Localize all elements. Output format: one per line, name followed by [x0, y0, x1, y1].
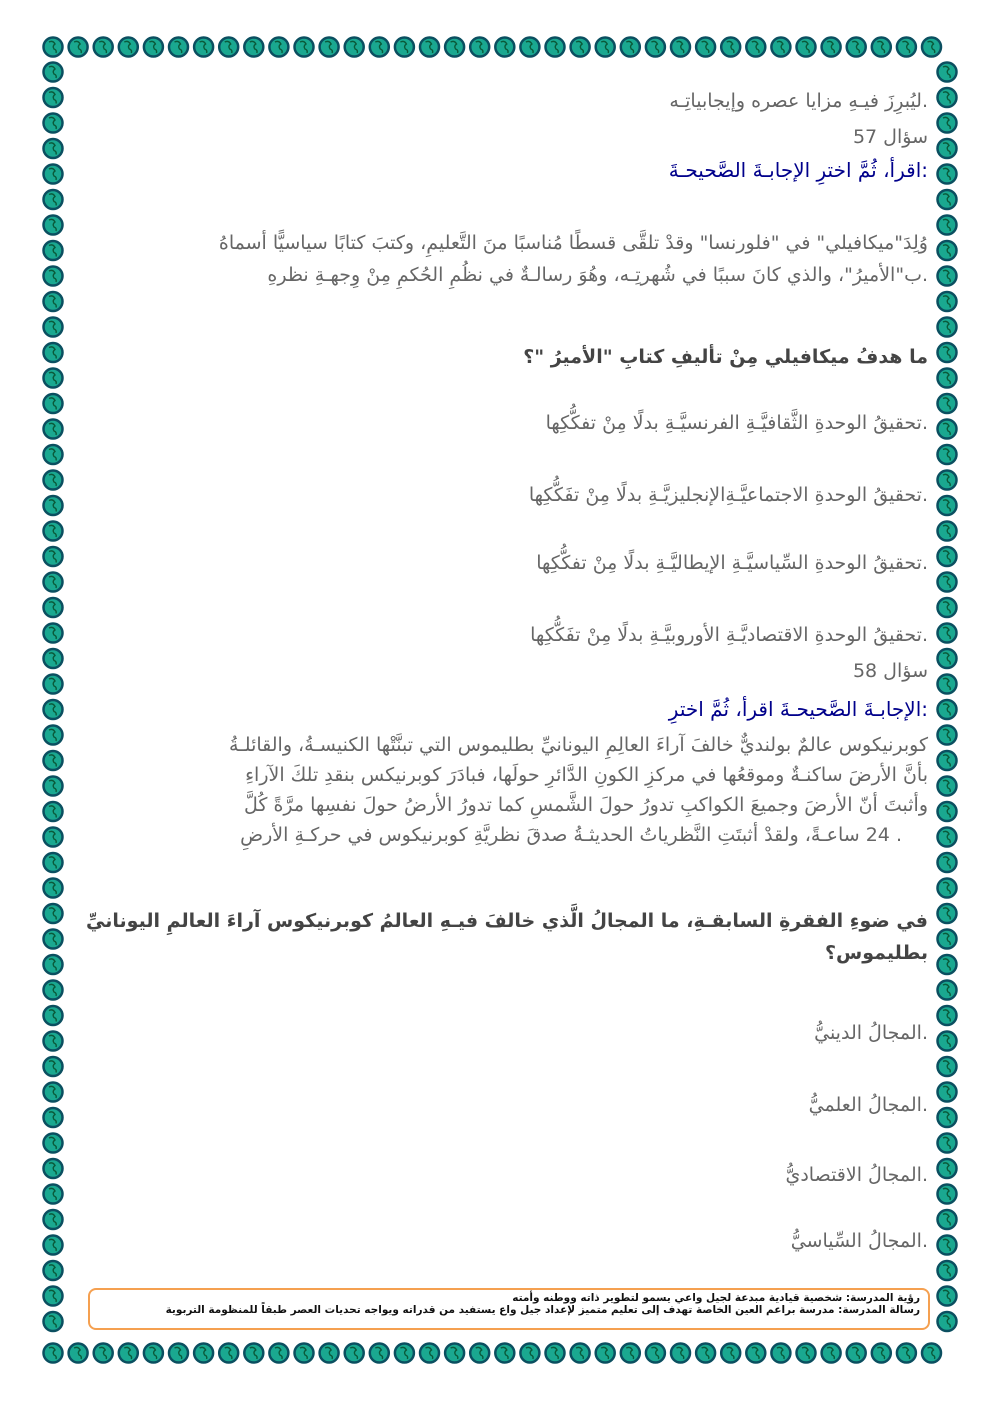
globe-icon — [771, 38, 790, 57]
globe-icon — [44, 1134, 63, 1153]
globe-border-bottom — [0, 1338, 992, 1368]
globe-icon — [370, 38, 389, 57]
globe-icon — [571, 1344, 590, 1363]
globe-icon — [938, 165, 957, 184]
globe-icon — [938, 802, 957, 821]
globe-icon — [938, 318, 957, 337]
globe-icon — [219, 1344, 238, 1363]
q58-passage-line-4: . 24 ساعـةً، ولقدْ أثبتَتِ النَّظرياتُ الحديثـةُ صدقَ نظريَّةِ كوبرنيكوس في حركـةِ الأرضِ — [240, 824, 902, 846]
globe-icon — [938, 955, 957, 974]
globe-icon — [938, 1287, 957, 1306]
globe-icon — [938, 649, 957, 668]
globe-icon — [295, 1344, 314, 1363]
globe-icon — [495, 38, 514, 57]
globe-icon — [320, 38, 339, 57]
globe-icon — [938, 522, 957, 541]
globe-icon — [345, 1344, 364, 1363]
globe-border-top — [0, 32, 992, 62]
q58-option-c[interactable]: .المجالُ الاقتصاديُّ — [785, 1164, 928, 1186]
globe-icon — [269, 1344, 288, 1363]
globe-icon — [44, 649, 63, 668]
globe-icon — [571, 38, 590, 57]
globe-icon — [119, 1344, 138, 1363]
globe-icon — [938, 343, 957, 362]
q58-option-b[interactable]: .المجالُ العلميُّ — [808, 1094, 928, 1116]
globe-icon — [938, 700, 957, 719]
globe-icon — [671, 38, 690, 57]
globe-icon — [938, 445, 957, 464]
globe-icon — [938, 1159, 957, 1178]
globe-icon — [771, 1344, 790, 1363]
globe-icon — [44, 369, 63, 388]
globe-icon — [938, 369, 957, 388]
globe-icon — [169, 38, 188, 57]
q58-passage-line-1: كوبرنيكوس عالمٌ بولنديٌّ خالفَ آراءَ العالِمِ اليونانيِّ بطليموس التي تبنَّتْها الكنيسـةُ، والقائلـةُ — [229, 734, 928, 756]
q57-number: سؤال 57 — [852, 126, 928, 148]
globe-icon — [938, 1057, 957, 1076]
globe-icon — [797, 38, 816, 57]
globe-icon — [671, 1344, 690, 1363]
q58-question-line-1: في ضوءِ الفقرةِ السابقـةِ، ما المجالُ الَّذي خالفَ فيـهِ العالمُ كوبرنيكوس آراءَ العالمِ اليونانيِّ — [86, 910, 928, 932]
globe-icon — [244, 38, 263, 57]
globe-icon — [44, 1287, 63, 1306]
globe-icon — [721, 38, 740, 57]
globe-icon — [94, 1344, 113, 1363]
globe-icon — [938, 420, 957, 439]
globe-icon — [44, 802, 63, 821]
globe-icon — [44, 88, 63, 107]
globe-icon — [495, 1344, 514, 1363]
globe-icon — [44, 241, 63, 260]
globe-icon — [44, 624, 63, 643]
globe-icon — [44, 573, 63, 592]
globe-icon — [44, 853, 63, 872]
school-footer-box — [88, 1288, 930, 1330]
globe-icon — [144, 38, 163, 57]
globe-icon — [44, 139, 63, 158]
q57-instruction: :اقرأ، ثُمَّ اخترِ الإجابـةَ الصَّحيحـةَ — [668, 158, 928, 182]
globe-icon — [646, 38, 665, 57]
globe-icon — [938, 496, 957, 515]
globe-icon — [938, 573, 957, 592]
globe-icon — [420, 1344, 439, 1363]
globe-icon — [847, 38, 866, 57]
globe-icon — [938, 1083, 957, 1102]
q58-number: سؤال 58 — [852, 660, 928, 682]
globe-icon — [44, 1108, 63, 1127]
globe-icon — [44, 1261, 63, 1280]
globe-icon — [320, 1344, 339, 1363]
globe-icon — [269, 38, 288, 57]
globe-icon — [44, 114, 63, 133]
globe-icon — [938, 853, 957, 872]
q57-question: ما هدفُ ميكافيلي مِنْ تأليفِ كتابِ "الأميرُ "؟ — [523, 346, 928, 368]
globe-icon — [938, 88, 957, 107]
globe-icon — [44, 777, 63, 796]
globe-icon — [194, 38, 213, 57]
globe-icon — [938, 828, 957, 847]
globe-icon — [822, 1344, 841, 1363]
globe-border-left — [38, 0, 68, 1403]
globe-icon — [938, 1108, 957, 1127]
globe-icon — [872, 38, 891, 57]
globe-icon — [44, 292, 63, 311]
globe-icon — [938, 292, 957, 311]
globe-icon — [69, 1344, 88, 1363]
globe-icon — [938, 675, 957, 694]
globe-icon — [345, 38, 364, 57]
q57-option-d[interactable]: .تحقيقُ الوحدةِ الاقتصاديَّـةِ الأوروبيَّـةِ بدلًا مِنْ تفَكُّكِها — [530, 624, 928, 646]
globe-icon — [822, 38, 841, 57]
q57-passage-line-1: وُلِدَ"ميكافيلي" في "فلورنسا" وقدْ تلقَّى قسطًا مُناسبًا منَ التَّعليمِ، وكتبَ كتابًا سياسيًّا أسماهُ — [218, 232, 928, 254]
q58-option-a[interactable]: .المجالُ الدينيُّ — [814, 1022, 928, 1044]
globe-icon — [938, 1185, 957, 1204]
globe-icon — [370, 1344, 389, 1363]
globe-icon — [119, 38, 138, 57]
globe-icon — [938, 216, 957, 235]
globe-icon — [938, 726, 957, 745]
globe-icon — [44, 1032, 63, 1051]
globe-icon — [721, 1344, 740, 1363]
globe-icon — [44, 751, 63, 770]
globe-icon — [938, 190, 957, 209]
globe-icon — [696, 1344, 715, 1363]
globe-icon — [872, 1344, 891, 1363]
q57-previous-tail: .ليُبرِزَ فيـهِ مزايا عصره وإيجابياتِـه — [669, 90, 928, 112]
globe-border-right — [932, 0, 962, 1403]
school-vision: رؤية المدرسة: شخصية قيادية مبدعة لجيل واعي يسمو لتطوير ذاته ووطنه وأمته — [512, 1292, 920, 1304]
globe-icon — [746, 1344, 765, 1363]
globe-icon — [746, 38, 765, 57]
globe-icon — [420, 38, 439, 57]
globe-icon — [938, 1312, 957, 1331]
globe-icon — [938, 981, 957, 1000]
q58-instruction: :الإجابـةَ الصَّحيحـةَ اقرأ، ثُمَّ اخترِ — [668, 697, 928, 721]
globe-icon — [938, 624, 957, 643]
globe-icon — [44, 547, 63, 566]
globe-icon — [445, 38, 464, 57]
globe-icon — [938, 547, 957, 566]
globe-icon — [938, 1134, 957, 1153]
globe-icon — [44, 598, 63, 617]
globe-icon — [897, 38, 916, 57]
globe-icon — [44, 1185, 63, 1204]
globe-icon — [470, 1344, 489, 1363]
globe-icon — [194, 1344, 213, 1363]
school-mission: رسالة المدرسة: مدرسة براعم العين الخاصة تهدف إلى تعليم متميز لإعداد جيل واع يستفيد من قدراته ويواجه تحديات العصر طبقاً للمنظومة التربوية — [165, 1304, 920, 1316]
globe-icon — [44, 879, 63, 898]
globe-icon — [44, 216, 63, 235]
globe-icon — [44, 726, 63, 745]
globe-icon — [546, 38, 565, 57]
q58-passage-line-3: وأثبتَ أنّ الأرضَ وجميعَ الكواكبِ تدورُ حولَ الشَّمسِ كما تدورُ الأرضُ حولَ نفسِها مرَّةً كُلَّ — [244, 794, 928, 816]
globe-icon — [938, 1236, 957, 1255]
globe-icon — [44, 1006, 63, 1025]
globe-icon — [938, 1032, 957, 1051]
globe-icon — [44, 1159, 63, 1178]
globe-icon — [646, 1344, 665, 1363]
globe-icon — [44, 675, 63, 694]
globe-icon — [938, 63, 957, 82]
globe-icon — [44, 165, 63, 184]
q58-option-d[interactable]: .المجالُ السِّياسيُّ — [790, 1230, 928, 1252]
q58-passage-line-2: بأنَّ الأرضَ ساكنـةٌ وموقعُها في مركزِ الكونِ الدَّائرِ حولَها، فبادَرَ كوبرنيكس بنقدِ تلكَ الآراءِ — [245, 764, 928, 786]
globe-icon — [596, 1344, 615, 1363]
globe-icon — [520, 38, 539, 57]
globe-icon — [44, 1236, 63, 1255]
globe-icon — [938, 879, 957, 898]
globe-icon — [938, 598, 957, 617]
globe-icon — [797, 1344, 816, 1363]
globe-icon — [44, 981, 63, 1000]
globe-icon — [897, 1344, 916, 1363]
q58-question-line-2: بطليموس؟ — [824, 942, 928, 964]
q57-option-b[interactable]: .تحقيقُ الوحدةِ الاجتماعيَّـةِالإنجليزيَّـةِ بدلًا مِنْ تفَكُّكِها — [528, 484, 928, 506]
globe-icon — [938, 114, 957, 133]
q57-passage-line-2: .ب"الأميرُ"، والذي كانَ سببًا في شُهرتِـه، وهُوَ رسالـةٌ في نظُمِ الحُكمِ مِنْ وِجهـةِ نظرهِ — [267, 264, 928, 286]
globe-icon — [144, 1344, 163, 1363]
globe-icon — [847, 1344, 866, 1363]
globe-icon — [938, 1261, 957, 1280]
globe-icon — [938, 904, 957, 923]
globe-icon — [938, 777, 957, 796]
globe-icon — [44, 1083, 63, 1102]
q57-option-c[interactable]: .تحقيقُ الوحدةِ السِّياسيَّـةِ الإيطاليَّـةِ بدلًا مِنْ تفكُّكِها — [536, 552, 928, 574]
globe-icon — [938, 267, 957, 286]
globe-icon — [938, 471, 957, 490]
globe-icon — [44, 828, 63, 847]
globe-icon — [44, 522, 63, 541]
globe-icon — [44, 496, 63, 515]
globe-icon — [44, 955, 63, 974]
globe-icon — [44, 190, 63, 209]
globe-icon — [696, 38, 715, 57]
globe-icon — [219, 38, 238, 57]
globe-icon — [44, 1057, 63, 1076]
globe-icon — [445, 1344, 464, 1363]
globe-icon — [44, 445, 63, 464]
globe-icon — [295, 38, 314, 57]
globe-icon — [44, 471, 63, 490]
globe-icon — [596, 38, 615, 57]
globe-icon — [44, 930, 63, 949]
globe-icon — [69, 38, 88, 57]
globe-icon — [244, 1344, 263, 1363]
q57-option-a[interactable]: .تحقيقُ الوحدةِ الثَّقافيَّـةِ الفرنسيَّـةِ بدلًا مِنْ تفكُّكِها — [545, 412, 928, 434]
globe-icon — [938, 394, 957, 413]
globe-icon — [44, 1312, 63, 1331]
globe-icon — [44, 700, 63, 719]
globe-icon — [44, 420, 63, 439]
globe-icon — [44, 318, 63, 337]
globe-icon — [938, 930, 957, 949]
globe-icon — [546, 1344, 565, 1363]
globe-icon — [44, 343, 63, 362]
globe-icon — [395, 1344, 414, 1363]
globe-icon — [44, 267, 63, 286]
globe-icon — [621, 38, 640, 57]
globe-icon — [938, 139, 957, 158]
globe-icon — [94, 38, 113, 57]
globe-icon — [470, 38, 489, 57]
globe-icon — [44, 1210, 63, 1229]
globe-icon — [44, 394, 63, 413]
globe-icon — [621, 1344, 640, 1363]
globe-icon — [44, 63, 63, 82]
globe-icon — [938, 751, 957, 770]
globe-icon — [938, 241, 957, 260]
globe-icon — [395, 38, 414, 57]
globe-icon — [44, 904, 63, 923]
globe-icon — [169, 1344, 188, 1363]
globe-icon — [520, 1344, 539, 1363]
globe-icon — [938, 1210, 957, 1229]
globe-icon — [938, 1006, 957, 1025]
